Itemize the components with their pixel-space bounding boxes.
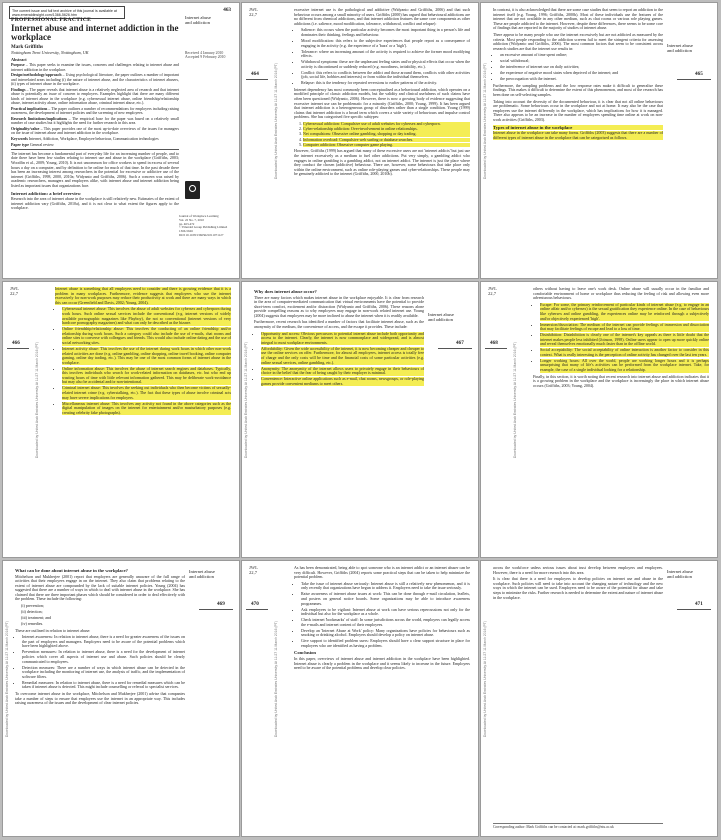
journal-code: JWL 22,7: [10, 286, 19, 296]
paragraph: excessive internet use is the pathological and addictive (Widyanto and Griffiths, 2006) and that such behaviour occurs among a small minority of users. Griffiths (2000) has argued that behavioural addictions are no different from chemical addictions, and that internet addiction features the same core components as other addictions (i.e. salience, mood modification, tolerance, withdrawal, conflict and relapse):: [294, 7, 470, 26]
page-number: 469: [217, 601, 225, 607]
journal-code: JWL 22,7: [249, 7, 258, 17]
page-number: 465: [695, 71, 703, 77]
conclusion-heading: Conclusion: [294, 650, 316, 656]
abstract-heading: Abstract: [11, 56, 27, 62]
page-464: [242, 3, 478, 278]
page-466: [3, 282, 239, 557]
paragraph: These are outlined in relation to internet abuse:: [15, 627, 91, 633]
section-heading: What can be done about internet abuse in the workplace?: [15, 568, 128, 573]
bullet-list: • Escape: For some, the primary reinforcement of particular kinds of internet abuse (e.g. to engage in an online affair and/or cybersex) is the sexual gratification they experience online. In the case of behaviours like cybersex and online gambling, the experiences online may be reinforced through a subjectively and/or objectively experienced 'high'. • Immersion/dissociation: The medium of the internet can provide feelings of immersion and dissociation that may facilitate feelings of escape and lead to a loss of time. • Disinhibition: Disinhibition is clearly one of the internet's key appeals as there is little doubt that the internet makes people less inhibited (Joinson, 1998). Online users appear to open up more quickly online and reveal themselves emotionally much faster than in the offline world. • Social acceptability: The social acceptability of online interaction is another factor to consider in this context. What is really interesting is the perception of online activity has changed over the last ten years. • Longer working hours: All over the world, people are working longer hours and it is perhaps unsurprising that many of life's activities can be performed from the workplace internet. Take, for example, the case of a single individual looking for a relationship.: [533, 303, 709, 373]
section-heading: Internet addiction: a brief overview: [11, 190, 81, 196]
paragraph: In contrast, it is also acknowledged that there are some case studies that seem to report an addiction to the internet itself (e.g. Young, 1996; Griffiths, 2000b). Most of these individuals use the features of the internet that are not available in any other medium, such as chat rooms or various role playing games. These are people addicted to the internet. However, despite these differences, there seems to be some core of findings that are reported in the majority of studies of internet abuse.: [493, 7, 663, 31]
paragraph: Furthermore, recent research has identified a number of factors that facilitate internet abuse, such as the anonymity of the medium, the convenience of access, and the escape it provides. These include:: [254, 319, 424, 330]
page-number: 467: [456, 340, 464, 346]
page-468: [481, 282, 717, 557]
page-number: 466: [12, 340, 20, 346]
page-number: 468: [490, 340, 498, 346]
bullet-list: • Opportunity and access: Obvious precursors to potential internet abuse include both opportunity and access to the internet. Clearly, the internet is now commonplace and widespread, and is almost integral to most workplace environments. • Affordability: Given the wide accessibility of the internet, it is now becoming cheaper and cheaper to use the online services on offer. Furthermore, for almost all employees, internet access is totally free of charge and the only costs will be time and the financial costs of some particular activities (e.g. online sexual services, online gambling, etc.). • Anonymity: The anonymity of the internet allows users to privately engage in their behaviours of choice in the belief that the fear of being caught by their employer is minimal. • Convenience: Interactive online applications such as e-mail, chat rooms, newsgroups, or role-playing games provide convenient mediums to meet others.: [254, 332, 424, 387]
paragraph: As has been demonstrated, being able to spot someone who is an internet addict or an internet abuser can be very difficult. However, Griffiths (2004) reports some practical steps that can be taken to help minimize the potential problem.: [294, 565, 470, 580]
paragraph: Internet dependency has most commonly been conceptualised as a behavioural addiction, which operates on a modified principle of classic addiction models, but the validity and clinical usefulness of such claims have often been questioned (Widyanto, 2006). However, there is now a growing body of evidence suggesting that excessive internet use can be problematic for a minority (Griffiths, 2000; Young, 1999). It has been argued that internet addiction is a heterogeneous group of disorders rather than a single condition. Young (1999) claims that internet addiction is a broad term which covers a wide variety of behaviours and impulse control problems. She has categorised five specific subtypes:: [294, 86, 470, 120]
running-head: Internet abuse and addiction: [185, 15, 211, 26]
page-467: [242, 282, 478, 557]
bullet-list: • an excessive amount of time spent online; • social withdrawal; • the interference of internet use on daily activities; • the experience of negative mood states when deprived of the internet; and • the preoccupation with the internet.: [493, 53, 663, 82]
section-paragraph: Research into the area of internet abuse in the workplace is still relatively new. Estimates of the extent of internet addiction vary (Griffiths, 2010a), and it is not clear to what extent the figures apply to the workplace.: [11, 196, 179, 211]
paragraph: Internet abuse in the workplace can take many forms. Griffiths (2003) suggests that there are a number of different types of internet abuse in the workplace that can be categorised as follows.: [493, 130, 663, 140]
section-heading: Types of internet abuse in the workplace: [493, 125, 663, 130]
section-heading: Why does internet abuse occur?: [254, 289, 317, 294]
page-number: 471: [695, 601, 703, 607]
download-watermark: Downloaded by United Arab Emirates University At 11:27 11 March 2016 (PT): [483, 63, 487, 180]
bullet-list: • Cybersexual internet abuse: This involves the abuse of adult websites for cybersex and cyberporn during work hours. Such online sexual services include the conventional (e.g. internet versions of widely available pornographic magazines like Playboy), the not so conventional (internet versions of very hardcore pornography magazines) and what can only be described as the bizarre. • Online friendship/relationship abuse: This involves the conducting of an online friendship and/or relationship during work hours. Such a category could also include the use of e-mails, chat rooms and online sites to converse with colleagues and friends. This would also include online dating and the use of social networking sites. • Internet activity abuse: This involves the use of the internet during work hours in which other non-work related activities are done (e.g. online gambling, online shopping, online travel booking, online computer gaming, online day trading, etc.). This may be one of the most common forms of internet abuse in the workplace. • Online information abuse: This involves the abuse of internet search engines and databases. Typically, this involves individuals who search for work-related information on databases, etc. but who end up wasting hours of time with little relevant information gathered. This may be deliberate work-avoidance but may also be accidental and/or non-intentional. • Criminal internet abuse: This involves the seeking out individuals who then become victims of sexually-related internet crime (e.g. cyberstalking, etc.). The fact that these types of abuse involve criminal acts may have severe implications for employers. • Miscellaneous internet abuse: This involves any activity not found in the above categories such as the digital manipulation of images on the internet for entertainment and/or masturbatory purposes (e.g. creating celebrity fake photographs).: [55, 307, 231, 415]
paragraph: Internet abuse is something that all employers need to consider and there is growing evidence that it is a problem in many workplaces. Furthermore, evidence suggests that employees who use the internet excessively for non-work purposes may reduce their productivity at work and there are many ways in which this can occur (Greenfield and Davis, 2002; Young, 2004).: [55, 286, 231, 305]
article-kicker: PROFESSIONAL PRACTICE: [11, 17, 92, 23]
paragraph: It is clear that there is a need for employers to develop policies on internet use and abuse in the workplace. Such policies will need to take into account the changing nature of technology and the new ways in which the internet can be used. Employers need to be aware of the potential for abuse and take steps to minimize the risks. Further research is needed to determine the extent and nature of internet abuse in the workplace.: [493, 576, 663, 600]
received-dates: Received 4 January 2010 Accepted 9 February 2010: [185, 51, 226, 60]
page-number: 470: [251, 601, 259, 607]
download-watermark: Downloaded by United Arab Emirates University At 11:27 11 March 2016 (PT): [483, 621, 487, 738]
download-watermark: Downloaded by United Arab Emirates University At 11:27 11 March 2016 (PT): [513, 342, 517, 459]
emerald-logo: [185, 181, 200, 199]
page-463: [3, 3, 239, 278]
introduction-paragraph: The internet has become a fundamental part of everyday life for an increasing number of people, and to date there have been few studies relating to internet use and abuse in the workplace (Griffiths, 2003; Woodfin et al., 2009; Young, 2010). It is not uncommon for office workers to spend in excess of several hours a day on a computer, and by definition to be online for much of that time. In the past decade there has been an increasing interest among researchers in the potential for excessive or addictive use of the internet (Griffiths, 1998, 2000, 2010a; Widyanto and Griffiths, 2006). Such a concern was raised by academic researchers, managers and employers alike, with internet abuse and internet addiction being listed as important issues that organizations face.: [11, 150, 179, 189]
bullet-list: • Take the issue of internet abuse seriously: Internet abuse is still a relatively new phenomenon, and it is only recently that organizations have begun to address it. Employers need to take the issue seriously. • Raise awareness of internet abuse issues at work: This can be done through e-mail circulation, leaflets, and posters on general notice boards. Some organizations may be able to introduce awareness programmes. • Ask employees to be vigilant: Internet abuse at work can have serious repercussions not only for the individual but also for the workplace as a whole. • Check internet 'bookmarks' of staff: In some jurisdictions across the world, employers can legally access the e-mails and internet content of their employees. • Develop an 'Internet Abuse at Work' policy: Many organizations have policies for behaviours such as smoking or drinking alcohol. Employers should develop a policy on internet abuse. • Give support to identified problem users: Employers should have a clear support structure in place for employees who are identified as having a problem.: [294, 582, 470, 649]
journal-code: JWL 22,7: [249, 565, 258, 575]
page-number: 464: [251, 71, 259, 77]
running-head: Internet abuse and addiction: [428, 312, 454, 323]
download-watermark: Downloaded by United Arab Emirates University At 11:27 11 March 2016 (PT): [274, 621, 278, 738]
page-470: [242, 561, 478, 836]
article-title: Internet abuse and internet addiction in the workplace: [11, 23, 179, 43]
bullet-list: • Salience: this occurs when the particular activity becomes the most important thing in a person's life and dominates their thinking, feelings and behaviour. • Mood modification: this refers to the subjective experiences that people report as a consequence of engaging in the activity (e.g. the experience of a 'buzz' or a 'high'). • Tolerance: where an increasing amount of the activity is required to achieve the former mood modifying effects. • Withdrawal symptoms: these are the unpleasant feeling states and/or physical effects that occur when the activity is discontinued or suddenly reduced (e.g. moodiness, irritability, etc.). • Conflict: this refers to conflicts between the addict and those around them, conflicts with other activities (job, social life, hobbies and interests) or from within the individual themselves. • Relapse: this is the tendency for repeated reversions to earlier patterns of the activity.: [294, 28, 470, 85]
paragraph: Finally, in this section, it is worth noting that recent research into internet abuse and addiction indicates that it is a growing problem in the workplace and the workplace is increasingly the place in which internet abuse occurs (Griffiths, 2003; Young, 2004).: [533, 373, 709, 388]
download-watermark: Downloaded by United Arab Emirates University At 11:27 11 March 2016 (PT): [244, 342, 248, 459]
author-name: Mark Griffiths: [11, 44, 44, 50]
article-header: [11, 17, 179, 213]
bullet-list: • Internet awareness: In relation to internet abuse, there is a need for greater awareness of the issues on the part of employers and managers. Employers need to be aware of the potential problems which have been highlighted above. • Prevention measures: In relation to internet abuse, there is a need for the development of internet policies which cover all aspects of internet use and abuse. Such policies should be clearly communicated to employees. • Detection measures: There are a number of ways in which internet abuse can be detected in the workplace including the monitoring of internet use, the analysis of traffic, and the implementation of software filters. • Remedial measures: In relation to internet abuse, there is a need for remedial measures which can be taken if internet abuse is detected. This might include counselling or referral to specialist services.: [15, 635, 185, 690]
paragraph: There are many factors which makes internet abuse in the workplace enjoyable. It is clear from research in the area of computer-mediated communication that virtual environments have the potential to provide short-term comfort, excitement and/or distraction (Widyanto and Griffiths, 2006). These reasons alone provide compelling reasons as to why employees may engage in non-work related internet use. Young (2004) suggests that employees may be more inclined to abuse the internet when it is readily available.: [254, 294, 424, 318]
page-471: [481, 561, 717, 836]
paragraph: Taking into account the diversity of the documented behaviour, it is clear that not all online behaviours are problematic. Some behaviours occur in the workplace and not at home. It may also be the case that employees use the internet differently in the workplace, which has implications for how it is managed. There also appears to be an increase in the number of employees spending time online at work on non-work activities (Griffiths, 2003).: [493, 98, 663, 123]
running-head: Internet abuse and addiction: [667, 569, 693, 580]
paragraph: To overcome internet abuse in the workplace, Mitchelson and Mukherjee (2001) advise that companies take a number of steps to ensure that employees use the internet in an appropriate way. This includes raising awareness of the issues and the development of clear internet policies.: [15, 690, 185, 706]
corresponding-author-footnote: Corresponding author: Mark Griffiths can be contacted at: mark.griffiths@ntu.ac.uk: [493, 823, 663, 829]
paragraph: across the workforce unless serious issues about trust develop between employers and employees. However, there is a need for more research into this area.: [493, 565, 663, 575]
numbered-list: 1. Cybersexual addiction: Compulsive use of adult websites for cybersex and cyberporn. 2. Cyber-relationship addiction: Over-involvement in online relationships. 3. Net compulsions: Obsessive online gambling, shopping or day trading. 4. Information overload: Compulsive web surfing or database searches. 5. Computer addiction: Obsessive computer game playing.: [294, 122, 470, 147]
paragraph: Mitchelson and Mukherjee (2001) report that employers are generally unaware of the full range of activities that their employees engage in on the internet. They also claim that problems relating to the extent of internet abuse are compounded by the lack of suitable internet policies. Young (2004) has suggested that there are a number of ways in which to deal with internet abuse in the workplace. She has claimed that there are three important phases which should be considered in order to deal effectively with the problem. These include the following:: [15, 573, 185, 602]
journal-code: JWL 22,7: [488, 286, 497, 296]
phase-list: (i) prevention; (ii) detection; (iii) treatment; and (iv) remedies.: [21, 603, 51, 627]
running-head: Internet abuse and addiction: [189, 569, 215, 580]
download-watermark: Downloaded by United Arab Emirates University At 11:27 11 March 2016 (PT): [274, 63, 278, 180]
page-469: [3, 561, 239, 836]
paragraph: others without having to leave one's work desk. Online abuse will usually occur in the familiar and comfortable environment of home or workplace thus reducing the feeling of risk and allowing even more adventurous behaviours.: [533, 286, 709, 301]
author-affiliation: Nottingham Trent University, Nottingham, UK: [11, 49, 89, 55]
page-465: [481, 3, 717, 278]
paragraph: In this paper, overviews of internet abuse and internet addiction in the workplace have been highlighted. Internet abuse is clearly a problem in the workplace and it seems likely to increase in the future. Employers need to be aware of the potential problems and develop clear policies.: [294, 655, 470, 671]
download-watermark: Downloaded by United Arab Emirates University At 11:27 11 March 2016 (PT): [5, 621, 9, 738]
running-head: Internet abuse and addiction: [667, 43, 693, 54]
page-number: 463: [223, 7, 231, 13]
paragraph: Furthermore, the sampling problems and the low response rates make it difficult to generalise these findings. This makes it difficult to determine the extent of this phenomenon, and most of the research has been done on self-selecting samples.: [493, 82, 663, 98]
journal-availability-banner: The current issue and full text archive of this journal is available at www.emeraldinsight.com/1366-5626.htm: [9, 6, 125, 19]
download-watermark: Downloaded by United Arab Emirates University At 11:27 11 March 2016 (PT): [35, 342, 39, 459]
publication-info: Journal of Workplace Learning Vol. 22 No. 7, 2010 pp. 463-472 © Emerald Group Publishing Limited 1366-5626 DOI 10.1108/13665621011071127: [179, 214, 228, 237]
paragraph: There appear to be many people who use the internet excessively but are not addicted as measured by the criteria. Most people responding to the addiction screens fail to meet the stringent criteria for assessing addiction (Widyanto and Griffiths, 2006). The most common factors that seem to be consistent across research studies are that the internet use results in:: [493, 31, 663, 51]
abstract: Purpose – This paper seeks to examine the issues, concerns and challenges relating to internet abuse and internet addiction in the workplace. Design/methodology/approach – Using psychological literature, the paper outlines a number of important and interrelated areas including (i) the nature of internet abuse, and the characteristics of internet abusers, (ii) types of internet abuse in the workplace. Findings – The paper reveals that internet abuse is a relatively neglected area of research and that internet abuse is potentially an issue of concern to employers. Examples highlight that there are many different kinds of internet abuse in the workplace (e.g. cybersexual internet abuse, online friendship/relationship abuse, internet activity abuse, online information abuse, criminal internet abuse, etc.). Practical implications – The paper outlines a number of recommendations for employers including raising awareness, the development of internet policies and the screening of new employees. Research limitations/implications – The empirical base for the paper was based on a relatively small number of case studies but it highlights the need for further research in this area. Originality/value – This paper provides one of the most up-to-date overviews of the issues for managers on the issue of internet abuse and internet addiction in the workplace. Keywords Internet, Addiction, Workplace, Employee behaviour, Communication technologies Paper type General review: [11, 63, 180, 147]
paragraph: However, Griffiths (1999) has argued that many of these excessive users are not 'internet addicts' but just use the internet excessively as a medium to fuel other addictions. Put very simply, a gambling addict who engages in online gambling is a gambling addict, not an internet addict. The internet is just the place where they conduct the chosen (addictive) behaviour. There are, however, some behaviours that take place only within the online environment, such as online role-playing games and cyber-relationships. These people may be genuinely addicted to the internet (Griffiths, 2000, 2010b).: [294, 148, 470, 177]
